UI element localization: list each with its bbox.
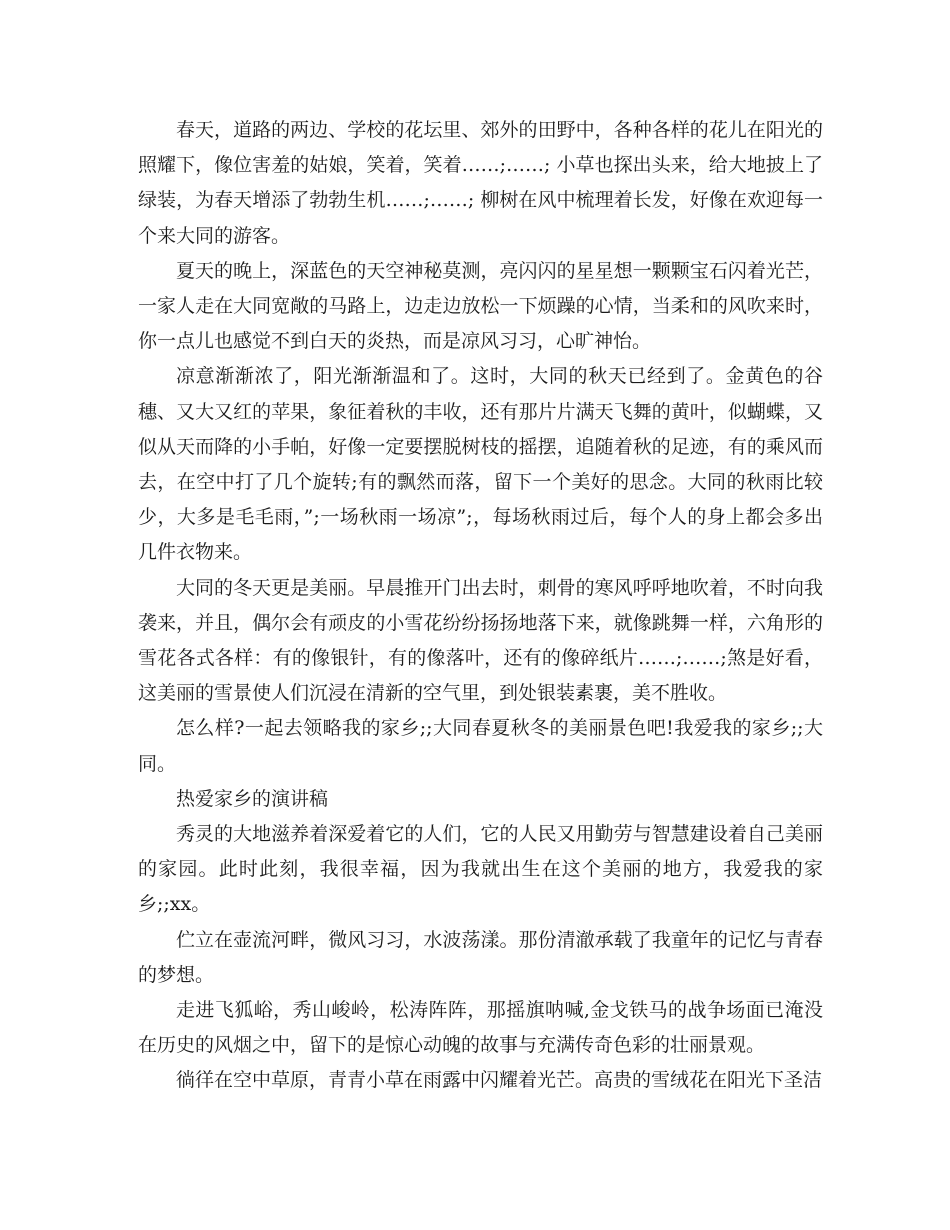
paragraph-feihu-valley: 走进飞狐峪，秀山峻岭，松涛阵阵，那摇旗呐喊,金戈铁马的战争场面已淹没在历史的风烟之中，留下的是惊心动魄的故事与充满传奇色彩的壮丽景观。 bbox=[138, 999, 823, 1057]
paragraph-autumn: 凉意渐渐浓了，阳光渐渐温和了。这时，大同的秋天已经到了。金黄色的谷穗、又大又红的苹果，象征着秋的丰收，还有那片片满天飞舞的黄叶，似蝴蝶，又似从天而降的小手帕，好像一定要摆脱树枝的摇摆，追随着秋的足迹，有的乘风而去，在空中打了几个旋转;有的飘然而落，留下一个美好的思念。大同的秋雨比较少，大多是毛毛雨，”;一场秋雨一场凉”;，每场秋雨过后，每个人的身上都会多出几件衣物来。 bbox=[138, 365, 823, 564]
paragraph-grassland: 徜徉在空中草原，青青小草在雨露中闪耀着光芒。高贵的雪绒花在阳光下圣洁 bbox=[176, 1069, 823, 1092]
paragraph-river: 伫立在壶流河畔，微风习习，水波荡漾。那份清澈承载了我童年的记忆与青春的梦想。 bbox=[138, 928, 823, 986]
section-title: 热爱家乡的演讲稿 bbox=[176, 787, 329, 810]
paragraph-spring: 春天，道路的两边、学校的花坛里、郊外的田野中，各种各样的花儿在阳光的照耀下，像位害羞的姑娘，笑着，笑着……;……; 小草也探出头来，给大地披上了绿装，为春天增添了勃勃生机……;……; 柳树在风中梳理着长发，好像在欢迎每一个来大同的游客。 bbox=[138, 119, 823, 247]
document-body bbox=[138, 113, 823, 1099]
paragraph-winter: 大同的冬天更是美丽。早晨推开门出去时，刺骨的寒风呼呼地吹着，不时向我袭来，并且，偶尔会有顽皮的小雪花纷纷扬扬地落下来，就像跳舞一样，六角形的雪花各式各样：有的像银针，有的像落叶，还有的像碎纸片……;……;煞是好看，这美丽的雪景使人们沉浸在清新的空气里，到处银装素裹，美不胜收。 bbox=[138, 576, 823, 705]
paragraph-intro: 秀灵的大地滋养着深爱着它的人们，它的人民又用勤劳与智慧建设着自己美丽的家园。此时此刻，我很幸福，因为我就出生在这个美丽的地方，我爱我的家乡;;xx。 bbox=[138, 823, 823, 916]
paragraph-summer: 夏天的晚上，深蓝色的天空神秘莫测，亮闪闪的星星想一颗颗宝石闪着光芒，一家人走在大同宽敞的马路上，边走边放松一下烦躁的心情，当柔和的风吹来时，你一点儿也感觉不到白天的炎热，而是凉风习习，心旷神怡。 bbox=[138, 259, 823, 353]
paragraph-conclusion: 怎么样?一起去领略我的家乡;;大同春夏秋冬的美丽景色吧!我爱我的家乡;;大同。 bbox=[138, 717, 823, 775]
